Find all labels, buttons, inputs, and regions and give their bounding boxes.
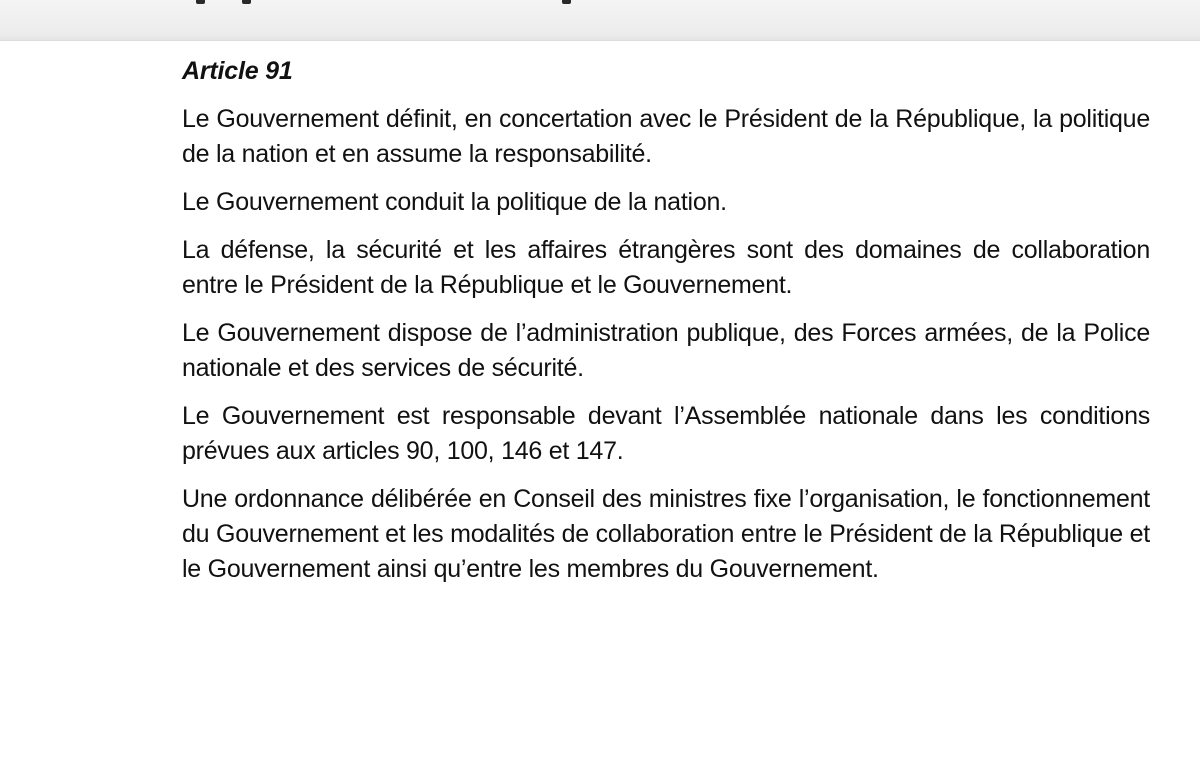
- article-title: Article 91: [182, 57, 293, 85]
- cut-off-text-fragment: [196, 0, 596, 6]
- article-paragraph-4: Le Gouvernement dispose de l’administration publique, des Forces armées, de la Police nationale et des services de sécurité.: [182, 319, 1150, 382]
- previous-page-edge: [0, 0, 1200, 41]
- article-paragraph-2: Le Gouvernement conduit la politique de la nation.: [182, 188, 727, 216]
- article-paragraph-5: Le Gouvernement est responsable devant l’Assemblée nationale dans les conditions prévues aux articles 90, 100, 146 et 147.: [182, 402, 1150, 465]
- article-paragraph-3: La défense, la sécurité et les affaires étrangères sont des domaines de collaboration entre le Président de la République et le Gouvernement.: [182, 236, 1150, 299]
- article-content: [182, 53, 1150, 600]
- article-paragraph-6: Une ordonnance délibérée en Conseil des ministres fixe l’organisation, le fonctionnement du Gouvernement et les modalités de collaboration entre le Président de la République et le Gouvernement ainsi qu’entre les membres du Gouvernement.: [182, 485, 1150, 583]
- article-paragraph-1: Le Gouvernement définit, en concertation avec le Président de la République, la politique de la nation et en assume la responsabilité.: [182, 105, 1150, 168]
